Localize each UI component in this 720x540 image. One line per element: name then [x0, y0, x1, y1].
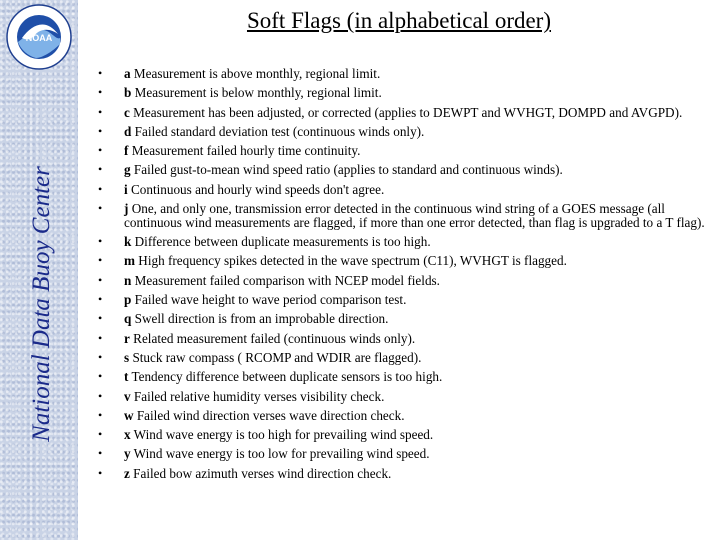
flag-description: Failed standard deviation test (continuous winds only).	[134, 123, 425, 139]
flag-item	[98, 467, 710, 481]
sidebar-title: National Data Buoy Center	[28, 166, 55, 442]
logo-text: NOAA	[25, 33, 53, 43]
flag-item	[98, 86, 710, 100]
flag-code: i	[124, 181, 128, 197]
flag-description: Related measurement failed (continuous winds only).	[133, 330, 416, 346]
flag-code: z	[124, 465, 130, 481]
flag-description: High frequency spikes detected in the wave spectrum (C11), WVHGT is flagged.	[138, 253, 567, 269]
flag-code: j	[124, 201, 129, 217]
flag-item	[98, 274, 710, 288]
flag-description: Measurement is above monthly, regional limit.	[133, 66, 381, 81]
flag-code: x	[124, 427, 131, 443]
flag-item	[98, 254, 710, 268]
flag-item	[98, 125, 710, 139]
flag-code: k	[124, 234, 132, 250]
flag-item	[98, 370, 710, 384]
flag-item	[98, 351, 710, 365]
flag-item	[98, 163, 710, 177]
flag-item	[98, 428, 710, 442]
flag-code: y	[124, 446, 131, 462]
flag-item	[98, 183, 710, 197]
flag-description: Tendency difference between duplicate sensors is too high.	[131, 369, 443, 385]
flag-description: Failed gust-to-mean wind speed ratio (applies to standard and continuous winds).	[133, 162, 563, 178]
flag-item	[98, 332, 710, 346]
flag-item	[98, 447, 710, 461]
flag-code: f	[124, 143, 129, 159]
flag-item	[98, 106, 710, 120]
flag-item	[98, 144, 710, 158]
flag-list	[98, 67, 710, 486]
flag-description: Swell direction is from an improbable direction.	[134, 311, 389, 327]
flag-description: Measurement failed comparison with NCEP model fields.	[134, 272, 440, 288]
flag-description: Failed wave height to wave period comparison test.	[134, 292, 407, 308]
flag-code: c	[124, 104, 130, 120]
flag-code: a	[124, 66, 131, 81]
flag-item	[98, 312, 710, 326]
flag-code: r	[124, 330, 130, 346]
flag-item	[98, 293, 710, 307]
flag-description: Stuck raw compass ( RCOMP and WDIR are flagged).	[132, 349, 422, 365]
flag-description: Failed bow azimuth verses wind direction check.	[133, 465, 392, 481]
flag-code: p	[124, 292, 132, 308]
flag-code: v	[124, 388, 131, 404]
flag-code: q	[124, 311, 132, 327]
flag-item	[98, 235, 710, 249]
flag-code: n	[124, 272, 132, 288]
page-title: Soft Flags (in alphabetical order)	[246, 8, 552, 33]
flag-item	[98, 390, 710, 404]
flag-item	[98, 409, 710, 423]
flag-description: Failed wind direction verses wave direction check.	[136, 407, 405, 423]
flag-description: Measurement has been adjusted, or corrected (applies to DEWPT and WVHGT, DOMPD and AVGPD).	[133, 104, 683, 120]
flag-code: g	[124, 162, 131, 178]
flag-description: Wind wave energy is too high for prevailing wind speed.	[133, 427, 434, 443]
flag-description: Difference between duplicate measurements is too high.	[134, 234, 431, 250]
noaa-logo-icon	[6, 4, 72, 70]
sidebar	[0, 0, 78, 540]
flag-code: b	[124, 85, 132, 101]
flag-code: d	[124, 123, 132, 139]
flag-description: Measurement failed hourly time continuity.	[131, 143, 361, 159]
flag-description: Continuous and hourly wind speeds don't agree.	[130, 181, 385, 197]
flag-description: One, and only one, transmission error detected in the continuous wind string of a GOES message (all continuous wind measurements are flagged, if more than one error detected, than flag is upgraded to a T flag).	[124, 201, 705, 230]
flag-code: t	[124, 369, 129, 385]
flag-item	[98, 202, 710, 230]
flag-description: Failed relative humidity verses visibility check.	[133, 388, 385, 404]
flag-code: w	[124, 407, 134, 423]
flag-description: Measurement is below monthly, regional limit.	[134, 85, 382, 101]
flag-item	[98, 67, 710, 81]
flag-code: s	[124, 349, 130, 365]
flag-code: m	[124, 253, 135, 269]
flag-description: Wind wave energy is too low for prevailing wind speed.	[133, 446, 430, 462]
